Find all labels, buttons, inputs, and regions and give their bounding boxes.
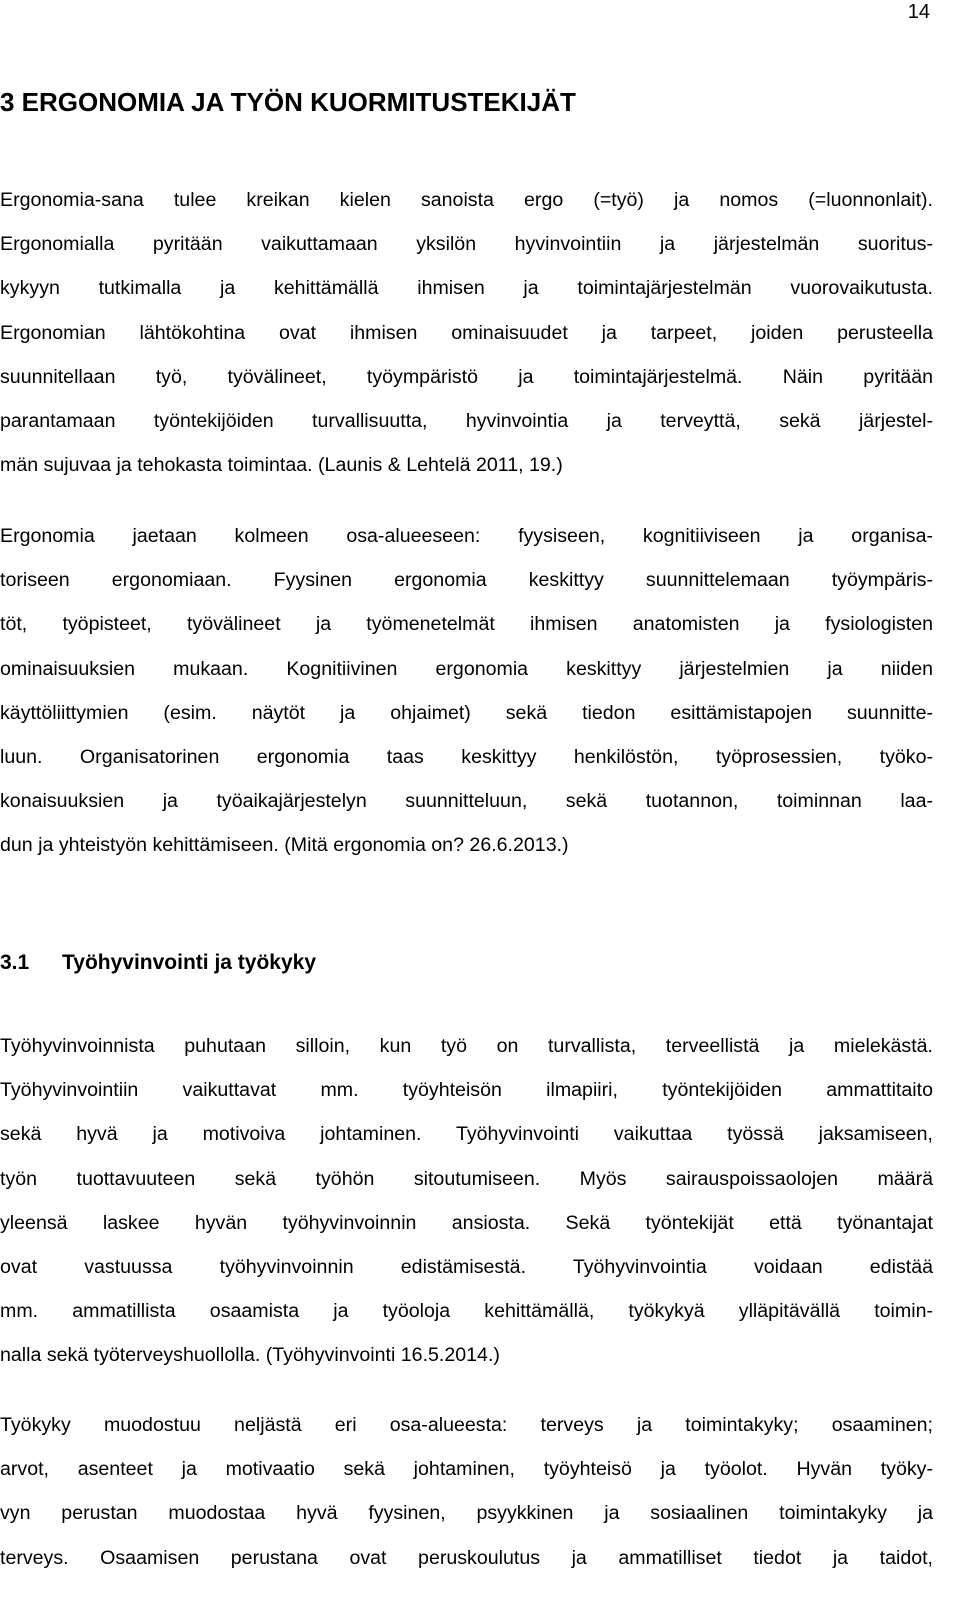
text-line: käyttöliittymien (esim. näytöt ja ohjaimet) sekä tiedon esittämistapojen suunnitte- [0, 701, 933, 724]
text-line: ominaisuuksien mukaan. Kognitiivinen ergonomia keskittyy järjestelmien ja niiden [0, 657, 933, 680]
text-line: män sujuvaa ja tehokasta toimintaa. (Launis & Lehtelä 2011, 19.) [0, 454, 563, 477]
section-title-text: Työhyvinvointi ja työkyky [62, 951, 317, 974]
text-line: luun. Organisatorinen ergonomia taas keskittyy henkilöstön, työprosessien, työko- [0, 746, 933, 769]
text-line: toriseen ergonomiaan. Fyysinen ergonomia keskittyy suunnittelemaan työympäris- [0, 569, 933, 592]
text-line: töt, työpisteet, työvälineet ja työmenetelmät ihmisen anatomisten ja fysiologisten [0, 613, 933, 636]
text-line: vyn perustan muodostaa hyvä fyysinen, psyykkinen ja sosiaalinen toimintakyky ja [0, 1502, 933, 1525]
paragraph-ergonomia-areas [0, 514, 933, 868]
text-line: parantamaan työntekijöiden turvallisuutta, hyvinvointia ja terveyttä, sekä järjestel- [0, 410, 933, 433]
text-line: arvot, asenteet ja motivaatio sekä johtaminen, työyhteisö ja työolot. Hyvän työky- [0, 1458, 933, 1481]
text-line: Työkyky muodostuu neljästä eri osa-alueesta: terveys ja toimintakyky; osaaminen; [0, 1414, 933, 1436]
text-line: mm. ammatillista osaamista ja työoloja kehittämällä, työkykyä ylläpitävällä toimin- [0, 1300, 933, 1323]
text-line: sekä hyvä ja motivoiva johtaminen. Työhyvinvointi vaikuttaa työssä jaksamiseen, [0, 1123, 933, 1146]
text-line: Työhyvinvointiin vaikuttavat mm. työyhteisön ilmapiiri, työntekijöiden ammattitaito [0, 1079, 933, 1102]
section-title [0, 948, 316, 978]
text-line: Ergonomialla pyritään vaikuttamaan yksilön hyvinvointiin ja järjestelmän suoritus- [0, 233, 933, 256]
page-number: 14 [907, 1, 930, 23]
text-line: dun ja yhteistyön kehittämiseen. (Mitä ergonomia on? 26.6.2013.) [0, 834, 569, 857]
text-line: nalla sekä työterveyshuollolla. (Työhyvinvointi 16.5.2014.) [0, 1344, 500, 1367]
text-line: yleensä laskee hyvän työhyvinvoinnin ansiosta. Sekä työntekijät että työnantajat [0, 1211, 933, 1234]
text-line: työn tuottavuuteen sekä työhön sitoutumiseen. Myös sairauspoissaolojen määrä [0, 1167, 933, 1190]
paragraph-tyohyvinvointi [0, 1024, 933, 1378]
text-line: Työhyvinvoinnista puhutaan silloin, kun työ on turvallista, terveellistä ja mielekästä. [0, 1035, 933, 1057]
text-line: konaisuuksien ja työaikajärjestelyn suunnitteluun, sekä tuotannon, toiminnan laa- [0, 790, 933, 813]
section-number: 3.1 [0, 951, 30, 974]
paragraph-tyokyky [0, 1403, 933, 1580]
paragraph-ergonomia-definition [0, 178, 933, 487]
text-line: terveys. Osaamisen perustana ovat peruskoulutus ja ammatilliset tiedot ja taidot, [0, 1546, 933, 1569]
text-line: ovat vastuussa työhyvinvoinnin edistämisestä. Työhyvinvointia voidaan edistää [0, 1256, 933, 1279]
chapter-title: 3 ERGONOMIA JA TYÖN KUORMITUSTEKIJÄT [0, 87, 576, 117]
text-line: Ergonomian lähtökohtina ovat ihmisen ominaisuudet ja tarpeet, joiden perusteella [0, 321, 933, 344]
text-line: Ergonomia-sana tulee kreikan kielen sanoista ergo (=työ) ja nomos (=luonnonlait). [0, 189, 933, 211]
text-line: Ergonomia jaetaan kolmeen osa-alueeseen: fyysiseen, kognitiiviseen ja organisa- [0, 525, 933, 547]
text-line: kykyyn tutkimalla ja kehittämällä ihmisen ja toimintajärjestelmän vuorovaikutusta. [0, 277, 933, 300]
text-line: suunnitellaan työ, työvälineet, työympäristö ja toimintajärjestelmä. Näin pyritään [0, 365, 933, 388]
